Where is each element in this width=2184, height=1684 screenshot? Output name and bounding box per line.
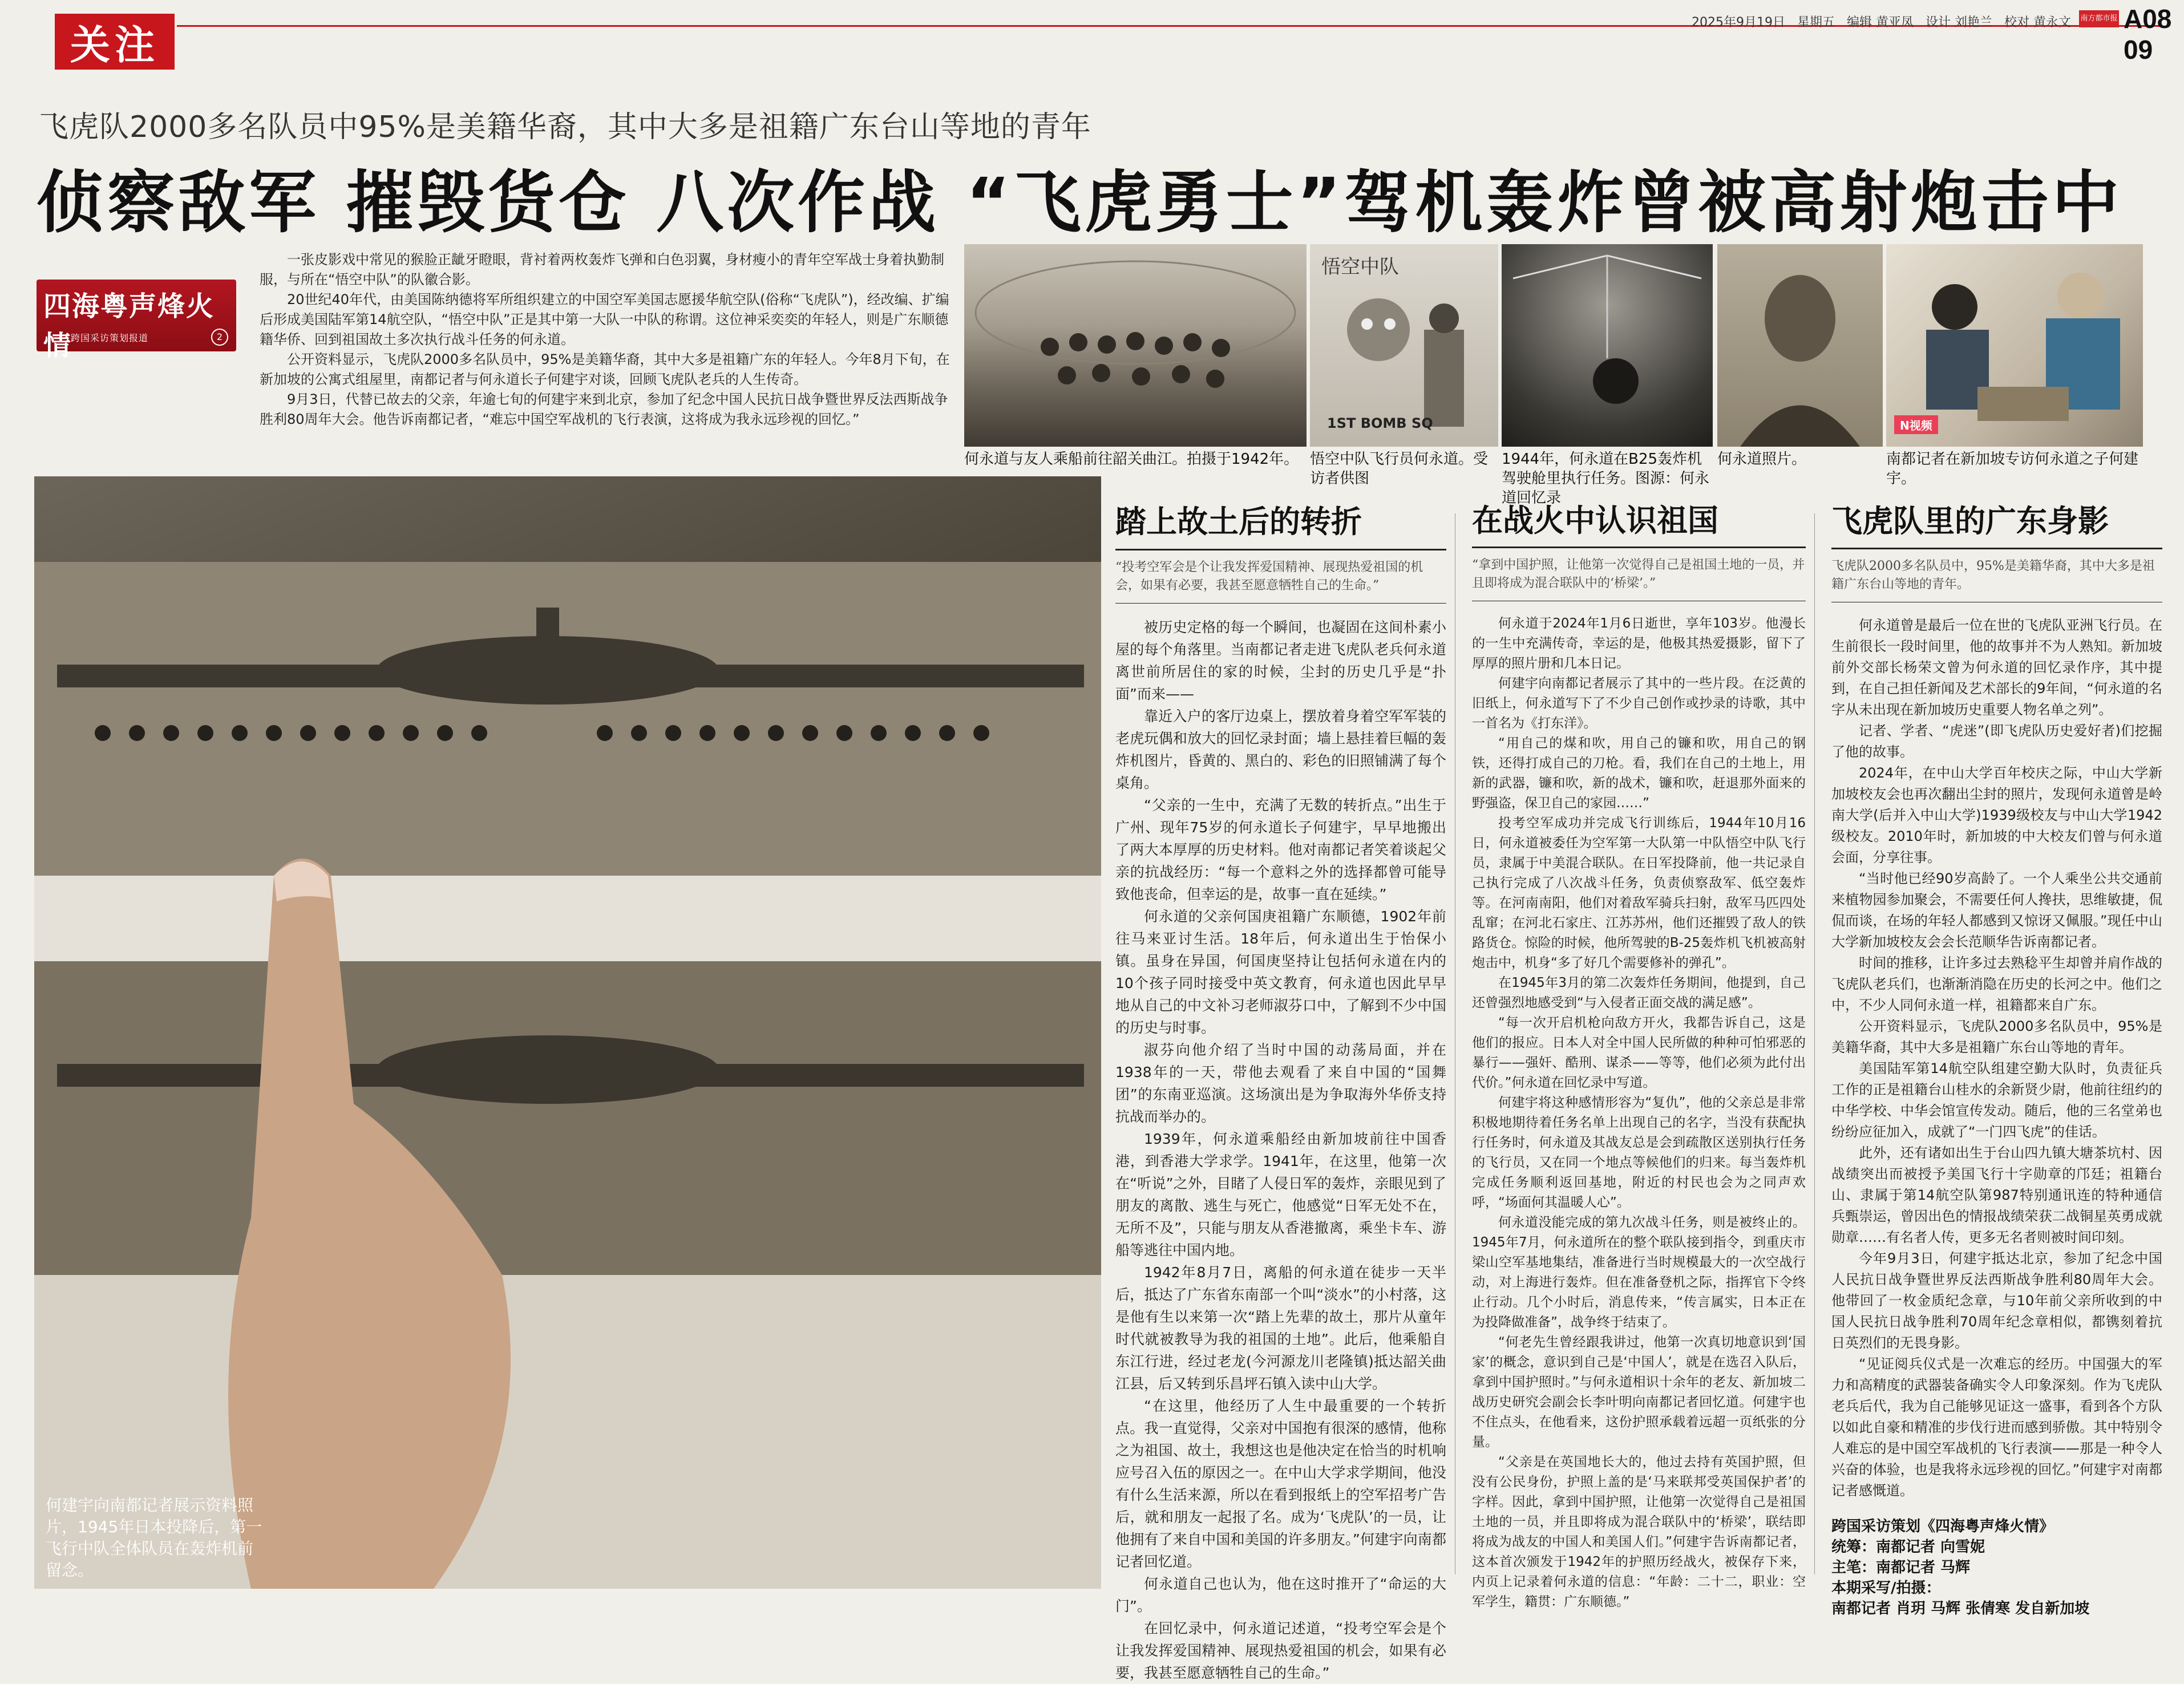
credit-line: 南都记者 肖玥 马辉 张倩寒 发自新加坡 [1831,1600,2090,1617]
credits [1831,1516,2162,1619]
body-paragraph: “当时他已经90岁高龄了。一个人乘坐公共交通前来植物园参加聚会，不需要任何人搀扶，思维敏捷，侃侃而谈，在场的年轻人都感到又惊讶又佩服。”现任中山大学新加坡校友会会长范顺华告诉南都记者。 [1831,871,2162,950]
section-tag: 关注 [55,14,175,70]
pull-quote: 飞虎队2000多名队员中，95%是美籍华裔，其中大多是祖籍广东台山等地的青年。 [1831,548,2162,602]
credit-line: 本期采写/拍摄： [1831,1580,1941,1597]
body-paragraph: “在这里，他经历了人生中最重要的一个转折点。我一直觉得，父亲对中国抱有很深的感情，他称之为祖国、故土，我想这也是他决定在恰当的时机响应号召入伍的原因之一。在中山大学求学期间，他没有什么生活来源，所以在看到报纸上的空军招考广告后，就和朋友一起报了名。成为‘飞虎队’的一员，让他拥有了来自中国和美国的许多朋友。”何建宇向南都记者回忆道。 [1115,1398,1446,1570]
body-paragraph: 何永道的父亲何国庚祖籍广东顺德，1902年前往马来亚讨生活。18年后，何永道出生于怡保小镇。虽身在异国，何国庚坚持让包括何永道在内的10个孩子同时接受中英文教育，何永道也因此早早地从自己的中文补习老师淑芬口中，了解到不少中国的历史与时事。 [1115,908,1446,1036]
intro-paragraph: 20世纪40年代，由美国陈纳德将军所组织建立的中国空军美国志愿援华航空队(俗称“飞虎队”)，经改编、扩编后形成美国陆军第14航空队，“悟空中队”正是其中第一大队一中队的称谓。这位神采奕奕的年轻人，则是广东顺德籍华侨、回到祖国故土多次执行战斗任务的何永道。 [260,292,949,347]
intro-lead [260,250,961,430]
body-paragraph: 1942年8月7日，离船的何永道在徒步一天半后，抵达了广东省东南部一个叫“淡水”的小村落，这是他有生以来第一次“踏上先辈的故土，那片从童年时代就被教导为我的祖国的土地”。此后，他乘船自东江行进，经过老龙(今河源龙川老隆镇)抵达韶关曲江县，后又转到乐昌坪石镇入读中山大学。 [1115,1264,1446,1392]
body-paragraph: “每一次开启机枪向敌方开火，我都告诉自己，这是他们的报应。日本人对全中国人民所做的种种可怕邪恶的暴行——强奸、酷刑、谋杀——等等，他们必须为此付出代价。”何永道在回忆录中写道。 [1472,1015,1806,1090]
photo-portrait [1717,244,1883,447]
proof: 校对 黄永文 [2004,15,2071,30]
photo-caption: 1944年，何永道在B25轰炸机驾驶舱里执行任务。图源：何永道回忆录 [1502,451,1710,507]
body-paragraph: “见证阅兵仪式是一次难忘的经历。中国强大的军力和高精度的武器装备确实令人印象深刻。作为飞虎队老兵后代，我为自己能够见证这一盛事，看到各个方队以如此自豪和精准的步伐行进而感到骄傲。其中特别令人难忘的是中国空军战机的飞行表演——那是一种令人兴奋的体验，也是我将永远珍视的回忆。”何建宇对南都记者感慨道。 [1831,1356,2162,1499]
kicker: 飞虎队2000多名队员中95%是美籍华裔，其中大多是祖籍广东台山等地的青年 [39,110,1091,144]
body-paragraph: 投考空军成功并完成飞行训练后，1944年10月16日，何永道被委任为空军第一大队第一中队悟空中队飞行员，隶属于中美混合联队。在日军投降前，他一共记录自己执行完成了八次战斗任务，负责侦察敌军、低空轰炸等。在河南南阳，他们对着敌军骑兵扫射，敌军马匹四处乱窜；在河北石家庄、江苏苏州，他们还摧毁了敌人的铁路货仓。惊险的时候，他所驾驶的B-25轰炸机飞机被高射炮击中，机身“多了好几个需要修补的弹孔”。 [1472,816,1806,970]
section-title: 在战火中认识祖国 [1472,503,1718,539]
series-title: 四海粤声烽火情 [43,290,215,362]
body-paragraph: 今年9月3日，何建宇抵达北京，参加了纪念中国人民抗日战争暨世界反法西斯战争胜利80周年大会。他带回了一枚金质纪念章，与10年前父亲所收到的中国人民抗日战争胜利70周年纪念章相似，都镌刻着抗日英烈们的无畏身影。 [1831,1250,2162,1351]
body-paragraph: 2024年，在中山大学百年校庆之际，中山大学新加坡校友会也再次翻出尘封的照片，发现何永道曾是岭南大学(后并入中山大学)1939级校友与中山大学1942级校友。2010年时，新加坡的中大校友们曾与何永道会面，分享往事。 [1831,765,2162,865]
photo-caption: 何永道照片。 [1717,451,1807,468]
photo-caption: 南都记者在新加坡专访何永道之子何建宇。 [1886,451,2139,487]
intro-paragraph: 9月3日，代替已故去的父亲，年逾七旬的何建宇来到北京，参加了纪念中国人民抗日战争暨世界反法西斯战争胜利80周年大会。他告诉南都记者，“难忘中国空军战机的飞行表演，这将成为我永远珍视的回忆。” [260,391,948,427]
photo-boat-svg [964,244,1307,447]
section-3 [1831,503,2162,1619]
body-paragraph: 美国陆军第14航空队组建空勤大队时，负责征兵工作的正是祖籍台山桂水的余新贤少尉，他前往纽约的中华学校、中华会馆宣传发动。随后，他的三名堂弟也纷纷应征加入，成就了“一门四飞虎”的佳话。 [1831,1060,2162,1140]
body-paragraph: 何建宇向南都记者展示了其中的一些片段。在泛黄的旧纸上，何永道写下了不少自己创作或抄录的诗歌，其中一首名为《打东洋》。 [1472,676,1806,731]
body-paragraph: 此外，还有诸如出生于台山四九镇大塘茶坑村、因战绩突出而被授予美国飞行十字勋章的邝廷；祖籍台山、隶属于第14航空队第987特别通讯连的特种通信兵甄崇运，曾因出色的情报战绩荣获二战铜星英勇成就勋章……有名者人传，更多无名者则被时间印刻。 [1831,1145,2162,1245]
body-paragraph: 在回忆录中，何永道记述道，“投考空军会是个让我发挥爱国精神、展现热爱祖国的机会，如果有必要，我甚至愿意牺牲自己的生命。” [1115,1620,1446,1681]
body-paragraph: 记者、学者、“虎迷”(即飞虎队历史爱好者)们挖掘了他的故事。 [1831,723,2162,760]
video-badge: N视频 [1894,415,1938,434]
paper-badge: 南方都市报 [2079,10,2119,27]
body-paragraph: 何建宇将这种感情形容为“复仇”，他的父亲总是非常积极地期待着任务名单上出现自己的名字，当没有获配执行任务时，何永道及其战友总是会到疏散区送别执行任务的飞行员，又在同一个地点等候他们的归来。每当轰炸机完成任务顺利返回基地，附近的村民也会为之同声欢呼，“场面何其温暖人心”。 [1472,1095,1806,1210]
main-photo [34,476,1101,1589]
section-title: 飞虎队里的广东身影 [1831,503,2109,539]
credit-line: 主笔：南都记者 马辉 [1831,1559,1971,1576]
emblem-label: 悟空中队 [1321,256,1399,278]
section-1 [1115,504,1446,1684]
body-paragraph: 时间的推移，让许多过去熟稔平生却曾并肩作战的飞虎队老兵们，也渐渐消隐在历史的长河之中。他们之中，不少人同何永道一样，祖籍都来自广东。 [1831,955,2162,1013]
credit-line: 统筹：南都记者 向雪妮 [1831,1539,1985,1556]
main-photo-caption: 何建宇向南都记者展示资料照片，1945年日本投降后，第一飞行中队全体队员在轰炸机前留念。 [46,1496,262,1580]
body-paragraph: 靠近入户的客厅边桌上，摆放着身着空军军装的老虎玩偶和放大的回忆录封面；墙上悬挂着巨幅的轰炸机图片，昏黄的、黑白的、彩色的旧照铺满了每个桌角。 [1115,708,1446,791]
series-number: 2 [211,329,228,346]
body-paragraph: 淑芬向他介绍了当时中国的动荡局面，并在1938年的一天，带他去观看了来自中国的“国舞团”的东南亚巡演。这场演出是为争取海外华侨支持抗战而举办的。 [1115,1042,1446,1125]
pull-quote: “投考空军会是个让我发挥爱国精神、展现热爱祖国的机会，如果有必要，我甚至愿意牺牲自己的生命。” [1115,549,1446,604]
section-2 [1472,503,1806,1612]
body-paragraph: “何老先生曾经跟我讲过，他第一次真切地意识到‘国家’的概念，意识到自己是‘中国人’，就是在选召入队后，拿到中国护照时。”与何永道相识十余年的老友、新加坡二战历史研究会副会长李叶明向南都记者回忆道。何建宇也不住点头，在他看来，这份护照承载着远超一页纸张的分量。 [1472,1335,1806,1450]
headline: 侦察敌军 摧毁货仓 八次作战 “飞虎勇士”驾机轰炸曾被高射炮击中 [37,163,2123,242]
page-number: A08 09 [2124,4,2172,64]
body-paragraph: 1939年，何永道乘船经由新加坡前往中国香港，到香港大学求学。1941年，在这里，他第一次在“听说”之外，目睹了人侵日军的轰炸，亲眼见到了朋友的离散、逃生与死亡，他感觉“日军无处不在，无所不及”，只能与朋友从香港撤离，乘坐卡车、游船等逃往中国内地。 [1115,1131,1446,1258]
photo-b25-cockpit [1502,244,1713,447]
portrait-svg [1717,244,1883,447]
designer: 设计 刘艳兰 [1926,15,1992,30]
weekday: 星期五 [1797,15,1835,30]
body-paragraph: 何永道于2024年1月6日逝世，享年103岁。他漫长的一生中充满传奇，幸运的是，他极其热爱摄影，留下了厚厚的照片册和几本日记。 [1472,616,1806,671]
page-meta [1655,13,2071,30]
editor: 编辑 黄亚凤 [1847,15,1914,30]
body-paragraph: 被历史定格的每一个瞬间，也凝固在这间朴素小屋的每个角落里。当南都记者走进飞虎队老兵何永道离世前所居住的家的时候，尘封的历史几乎是“扑面”而来—— [1115,619,1446,702]
body-paragraph: “用自己的煤和吹，用自己的镰和吹，用自己的钢铁，还得打成自己的刀枪。看，我们在自己的土地上，用新的武器，镰和吹，新的战术，镰和吹，赶退那外面来的野强盗，保卫自己的家园……” [1472,736,1806,811]
credit-line: 跨国采访策划《四海粤声烽火情》 [1831,1518,2054,1535]
intro-paragraph: 公开资料显示，飞虎队2000多名队员中，95%是美籍华裔，其中大多是祖籍广东的年轻人。今年8月下旬，在新加坡的公寓式组屋里，南都记者与何永道长子何建宇对谈，回顾飞虎队老兵的人生传奇。 [260,351,950,387]
date: 2025年9月19日 [1692,15,1785,30]
series-subtitle: 跨国采访策划报道 [71,333,149,343]
emblem-text: 1ST BOMB SQ [1327,415,1433,431]
body-paragraph: 何永道曾是最后一位在世的飞虎队亚洲飞行员。在生前很长一段时间里，他的故事并不为人熟知。新加坡前外交部长杨荣文曾为何永道的回忆录作序，其中提到，在自己担任新闻及艺术部长的9年间，“何永道的名字从未出现在新加坡历史重要人物名单之列”。 [1831,617,2162,718]
column-rule [1814,513,1815,1574]
photo-squadron-emblem [1310,244,1498,447]
pull-quote: “拿到中国护照，让他第一次觉得自己是祖国土地的一员，并且即将成为混合联队中的‘桥梁’。” [1472,547,1806,601]
body-paragraph: 何永道没能完成的第九次战斗任务，则是被终止的。1945年7月，何永道所在的整个联队接到指令，到重庆市梁山空军基地集结，准备进行当时规模最大的一次空战行动，对上海进行轰炸。但在准备登机之际，指挥官下令终止行动。几个小时后，消息传来，“传言属实，日本正在为投降做准备”，战争终于结束了。 [1472,1215,1806,1330]
photo-caption: 何永道与友人乘船前往韶关曲江。拍摄于1942年。 [964,451,1299,468]
body-paragraph: “父亲是在英国地长大的，他过去持有英国护照，但没有公民身份，护照上盖的是‘马来联邦受英国保护者’的字样。因此，拿到中国护照，让他第一次觉得自己是祖国土地的一员，并且即将成为混合联队中的‘桥梁’，联结即将成为战友的中国人和美国人们。”何建宇告诉南都记者，这本首次颁发于1942年的护照历经战火，被保存下来，内页上记录着何永道的信息：“年龄：二十二，职业：空军学生，籍贯：广东顺德。” [1472,1455,1806,1609]
section-title: 踏上故土后的转折 [1115,504,1362,540]
cockpit-svg [1502,244,1713,447]
body-paragraph: “父亲的一生中，充满了无数的转折点。”出生于广州、现年75岁的何永道长子何建宇，早早地搬出了两大本厚厚的历史材料。他对南都记者笑着谈起父亲的抗战经历：“每一个意料之外的选择都曾可能导致他丧命，但幸运的是，故事一直在延续。” [1115,797,1446,902]
body-paragraph: 何永道自己也认为，他在这时推开了“命运的大门”。 [1115,1576,1446,1614]
intro-paragraph: 一张皮影戏中常见的猴脸正龇牙瞪眼，背衬着两枚轰炸飞弹和白色羽翼，身材瘦小的青年空军战士身着执勤制服，与所在“悟空中队”的队徽合影。 [260,252,944,288]
photo-interview [1886,244,2143,447]
series-logo [37,280,236,362]
photo-boat-1942 [964,244,1307,447]
main-photo-svg [34,476,1101,1589]
photo-caption: 悟空中队飞行员何永道。受访者供图 [1310,451,1489,487]
body-paragraph: 公开资料显示，飞虎队2000多名队员中，95%是美籍华裔，其中大多是祖籍广东台山等地的青年。 [1831,1018,2162,1055]
body-paragraph: 在1945年3月的第二次轰炸任务期间，他提到，自己还曾强烈地感受到“与入侵者正面交战的满足感”。 [1472,975,1806,1010]
